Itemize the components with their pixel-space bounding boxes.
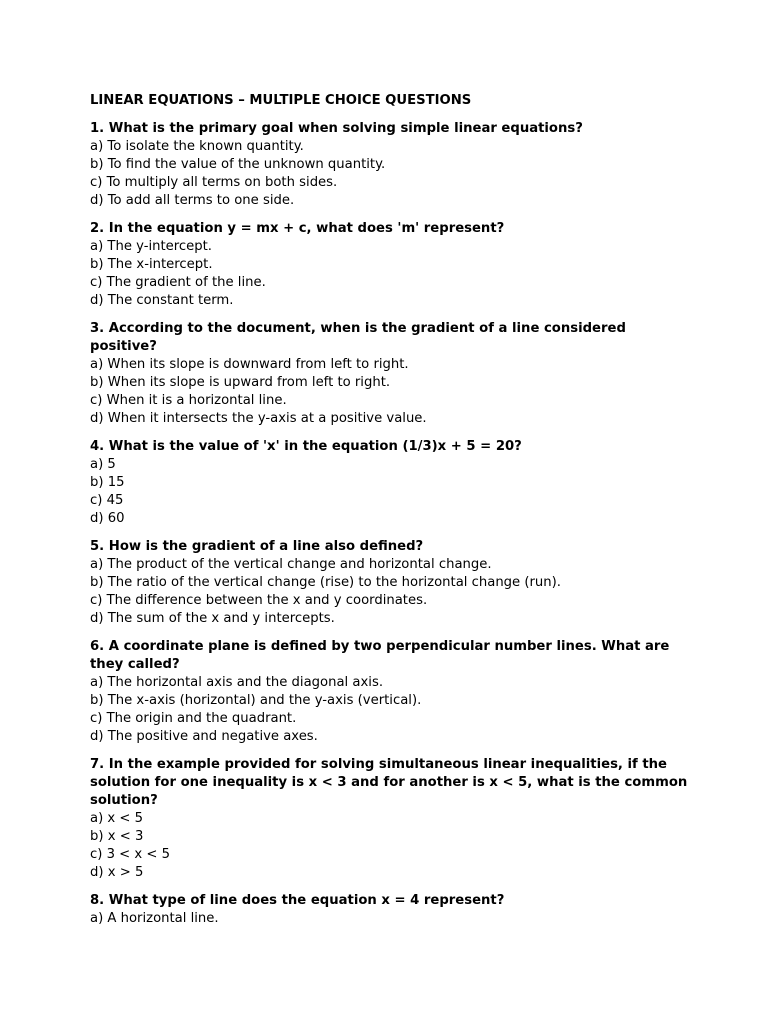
answer-option: b) To find the value of the unknown quantity. bbox=[90, 157, 386, 172]
answer-option: c) 45 bbox=[90, 493, 124, 508]
answer-option: b) When its slope is upward from left to right. bbox=[90, 375, 391, 390]
answer-option: c) The origin and the quadrant. bbox=[90, 711, 297, 726]
answer-option: d) 60 bbox=[90, 511, 125, 526]
answer-option: b) x < 3 bbox=[90, 829, 144, 844]
answer-option: d) When it intersects the y-axis at a positive value. bbox=[90, 411, 427, 426]
answer-option: a) 5 bbox=[90, 457, 116, 472]
question-text: 2. In the equation y = mx + c, what does 'm' represent? bbox=[90, 221, 505, 236]
answer-option: d) The constant term. bbox=[90, 293, 234, 308]
answer-option: c) 3 < x < 5 bbox=[90, 847, 171, 862]
answer-option: a) When its slope is downward from left to right. bbox=[90, 357, 409, 372]
question-4 bbox=[90, 438, 690, 528]
answer-option: a) The horizontal axis and the diagonal axis. bbox=[90, 675, 384, 690]
question-text: 4. What is the value of 'x' in the equation (1/3)x + 5 = 20? bbox=[90, 439, 522, 454]
answer-option: b) The ratio of the vertical change (rise) to the horizontal change (run). bbox=[90, 575, 561, 590]
question-6 bbox=[90, 638, 690, 746]
answer-option: a) The product of the vertical change and horizontal change. bbox=[90, 557, 492, 572]
question-5 bbox=[90, 538, 690, 628]
document-title: LINEAR EQUATIONS – MULTIPLE CHOICE QUESTIONS bbox=[90, 93, 472, 108]
answer-option: a) To isolate the known quantity. bbox=[90, 139, 304, 154]
answer-option: a) The y-intercept. bbox=[90, 239, 213, 254]
question-7 bbox=[90, 756, 690, 882]
answer-option: c) When it is a horizontal line. bbox=[90, 393, 287, 408]
answer-option: b) 15 bbox=[90, 475, 125, 490]
question-1 bbox=[90, 120, 690, 210]
question-text: 3. According to the document, when is the gradient of a line considered positive? bbox=[90, 321, 626, 354]
question-2 bbox=[90, 220, 690, 310]
answer-option: b) The x-axis (horizontal) and the y-axis (vertical). bbox=[90, 693, 422, 708]
answer-option: a) x < 5 bbox=[90, 811, 144, 826]
question-text: 6. A coordinate plane is defined by two perpendicular number lines. What are they called? bbox=[90, 639, 670, 672]
answer-option: a) A horizontal line. bbox=[90, 911, 219, 926]
answer-option: d) The positive and negative axes. bbox=[90, 729, 318, 744]
question-text: 1. What is the primary goal when solving simple linear equations? bbox=[90, 121, 583, 136]
document-page bbox=[90, 92, 690, 938]
answer-option: c) The difference between the x and y coordinates. bbox=[90, 593, 428, 608]
question-8 bbox=[90, 892, 690, 928]
question-text: 7. In the example provided for solving simultaneous linear inequalities, if the solution for one inequality is x < 3 and for another is x < 5, what is the common solution? bbox=[90, 757, 688, 808]
answer-option: d) x > 5 bbox=[90, 865, 144, 880]
question-text: 8. What type of line does the equation x = 4 represent? bbox=[90, 893, 505, 908]
answer-option: c) To multiply all terms on both sides. bbox=[90, 175, 338, 190]
answer-option: d) To add all terms to one side. bbox=[90, 193, 295, 208]
question-3 bbox=[90, 320, 690, 428]
answer-option: b) The x-intercept. bbox=[90, 257, 213, 272]
answer-option: d) The sum of the x and y intercepts. bbox=[90, 611, 335, 626]
answer-option: c) The gradient of the line. bbox=[90, 275, 266, 290]
question-text: 5. How is the gradient of a line also defined? bbox=[90, 539, 424, 554]
